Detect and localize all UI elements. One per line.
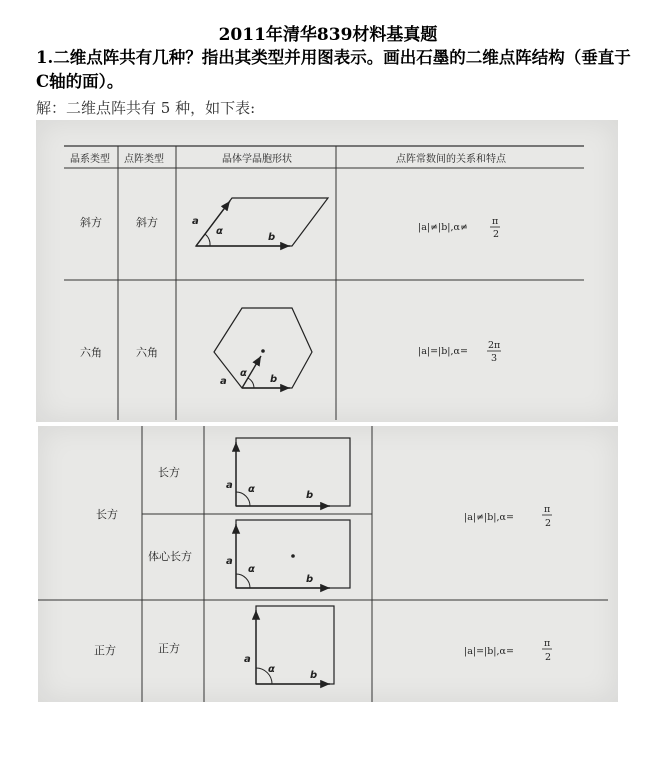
svg-text:|a|≠|b|,α≠: |a|≠|b|,α≠ bbox=[418, 222, 468, 233]
svg-text:2: 2 bbox=[545, 518, 552, 529]
svg-text:a: a bbox=[220, 376, 227, 387]
rect-cell-diagram bbox=[226, 438, 350, 506]
svg-text:2: 2 bbox=[545, 652, 552, 663]
svg-text:a: a bbox=[192, 216, 199, 227]
header-crystal-system: 晶系类型 bbox=[70, 154, 110, 165]
table-photo-bottom bbox=[38, 426, 618, 702]
svg-text:2: 2 bbox=[493, 229, 500, 240]
page-title: 2011年清华839材料基真题 bbox=[218, 25, 438, 45]
header-unit-cell-shape: 晶体学晶胞形状 bbox=[222, 154, 292, 165]
oblique-cell-diagram bbox=[192, 198, 328, 246]
svg-text:a: a bbox=[226, 480, 233, 491]
svg-text:α: α bbox=[240, 368, 247, 379]
answer-intro: 解：二维点阵共有 5 种，如下表: bbox=[36, 99, 256, 117]
svg-text:π: π bbox=[544, 638, 551, 649]
svg-text:α: α bbox=[248, 484, 255, 495]
row-square-system: 正方 bbox=[94, 644, 116, 657]
table-row bbox=[94, 606, 552, 684]
svg-text:a: a bbox=[226, 556, 233, 567]
question-text: 1.二维点阵共有几种？指出其类型并用图表示。画出石墨的二维点阵结构（垂直于C轴的面）。 bbox=[36, 48, 631, 91]
table-row bbox=[80, 198, 500, 246]
row-oblique-system: 斜方 bbox=[80, 216, 102, 229]
table-photo-top bbox=[36, 120, 618, 422]
svg-text:b: b bbox=[310, 670, 318, 681]
lattice-table-top bbox=[36, 120, 618, 422]
row-oblique-lattice: 斜方 bbox=[136, 216, 158, 229]
centered-rect-cell-diagram bbox=[226, 520, 350, 588]
svg-text:2π: 2π bbox=[488, 340, 501, 351]
table-row bbox=[96, 438, 552, 529]
hexagonal-cell-diagram bbox=[214, 308, 312, 388]
hexagonal-formula bbox=[418, 340, 501, 364]
oblique-formula bbox=[418, 216, 500, 240]
row-rect-lattice: 长方 bbox=[158, 466, 180, 479]
svg-text:3: 3 bbox=[491, 353, 498, 364]
lattice-table-bottom bbox=[38, 426, 618, 702]
svg-text:a: a bbox=[244, 654, 251, 665]
row-hexagonal-lattice: 六角 bbox=[136, 346, 158, 359]
rect-formula bbox=[464, 504, 552, 529]
svg-text:α: α bbox=[248, 564, 255, 575]
svg-text:|a|=|b|,α=: |a|=|b|,α= bbox=[464, 646, 514, 657]
svg-text:b: b bbox=[268, 232, 276, 243]
svg-text:|a|≠|b|,α=: |a|≠|b|,α= bbox=[464, 512, 514, 523]
svg-text:π: π bbox=[492, 216, 499, 227]
svg-text:b: b bbox=[306, 574, 314, 585]
square-formula bbox=[464, 638, 552, 663]
header-relation: 点阵常数间的关系和特点 bbox=[396, 154, 506, 165]
svg-text:b: b bbox=[270, 374, 278, 385]
square-cell-diagram bbox=[244, 606, 334, 684]
table-row bbox=[80, 308, 501, 388]
svg-text:|a|=|b|,α=: |a|=|b|,α= bbox=[418, 346, 468, 357]
row-square-lattice: 正方 bbox=[158, 642, 180, 655]
table-row bbox=[148, 520, 350, 588]
svg-text:α: α bbox=[216, 226, 223, 237]
row-hexagonal-system: 六角 bbox=[80, 346, 102, 359]
header-lattice-type: 点阵类型 bbox=[124, 154, 164, 165]
svg-text:π: π bbox=[544, 504, 551, 515]
svg-text:b: b bbox=[306, 490, 314, 501]
row-rect-system: 长方 bbox=[96, 508, 118, 521]
row-centered-rect-lattice: 体心长方 bbox=[148, 550, 192, 563]
svg-text:α: α bbox=[268, 664, 275, 675]
